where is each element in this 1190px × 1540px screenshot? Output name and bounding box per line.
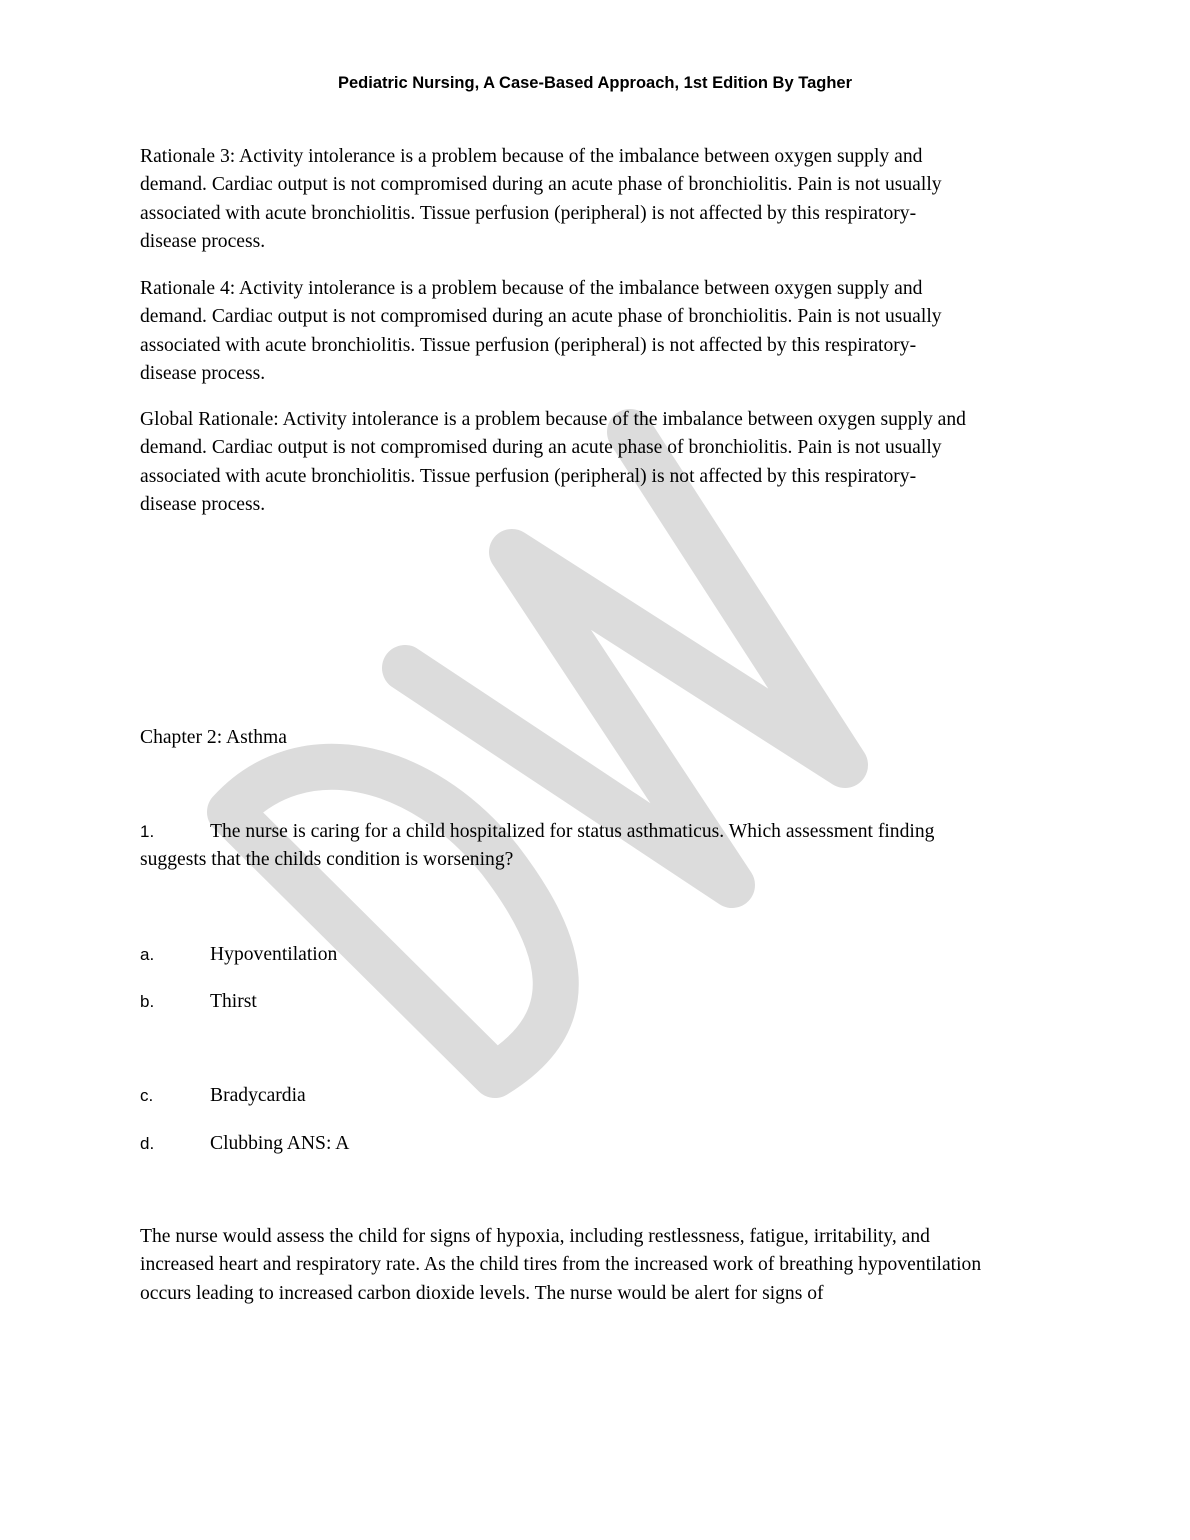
text-line: demand. Cardiac output is not compromised during an acute phase of bronchiolitis. Pain is not usually bbox=[140, 437, 942, 459]
text-line: disease process. bbox=[140, 231, 266, 253]
text-line: disease process. bbox=[140, 494, 266, 516]
text-line: associated with acute bronchiolitis. Tissue perfusion (peripheral) is not affected by this respiratory- bbox=[140, 465, 917, 487]
text-line: The nurse would assess the child for signs of hypoxia, including restlessness, fatigue, irritability, and bbox=[140, 1226, 930, 1247]
global-rationale-paragraph bbox=[140, 406, 966, 520]
option-letter: a. bbox=[140, 945, 155, 964]
chapter-heading: Chapter 2: Asthma bbox=[140, 727, 287, 748]
option-text: Thirst bbox=[210, 991, 257, 1012]
text-line: associated with acute bronchiolitis. Tissue perfusion (peripheral) is not affected by this respiratory- bbox=[140, 334, 917, 356]
option-text: Clubbing ANS: A bbox=[210, 1133, 350, 1154]
text-line: increased heart and respiratory rate. As the child tires from the increased work of breathing hypoventilation bbox=[140, 1254, 982, 1276]
option-letter: c. bbox=[140, 1086, 154, 1105]
question-number: 1. bbox=[140, 822, 155, 841]
rationale-3-paragraph bbox=[140, 143, 942, 257]
option-text: Bradycardia bbox=[210, 1085, 306, 1106]
option-letter: d. bbox=[140, 1134, 155, 1153]
text-line: disease process. bbox=[140, 363, 266, 385]
running-header: Pediatric Nursing, A Case-Based Approach, 1st Edition By Tagher bbox=[337, 74, 853, 92]
text-line: associated with acute bronchiolitis. Tissue perfusion (peripheral) is not affected by this respiratory- bbox=[140, 202, 917, 224]
text-line: occurs leading to increased carbon dioxide levels. The nurse would be alert for signs of bbox=[140, 1282, 824, 1304]
text-line: demand. Cardiac output is not compromised during an acute phase of bronchiolitis. Pain is not usually bbox=[140, 174, 942, 196]
question-line-1: The nurse is caring for a child hospitalized for status asthmaticus. Which assessment finding bbox=[210, 821, 935, 842]
text-line: Rationale 3: Activity intolerance is a problem because of the imbalance between oxygen supply and bbox=[140, 146, 923, 167]
option-text: Hypoventilation bbox=[210, 944, 338, 965]
text-line: Global Rationale: Activity intolerance is a problem because of the imbalance between oxygen supply and bbox=[140, 409, 966, 430]
option-letter: b. bbox=[140, 992, 155, 1011]
rationale-4-paragraph bbox=[140, 275, 942, 389]
text-line: Rationale 4: Activity intolerance is a problem because of the imbalance between oxygen supply and bbox=[140, 278, 923, 299]
watermark-letter-d bbox=[230, 767, 556, 1075]
explanation-paragraph bbox=[140, 1223, 981, 1308]
text-line: demand. Cardiac output is not compromised during an acute phase of bronchiolitis. Pain is not usually bbox=[140, 306, 942, 328]
question-line-2: suggests that the childs condition is worsening? bbox=[140, 849, 514, 870]
